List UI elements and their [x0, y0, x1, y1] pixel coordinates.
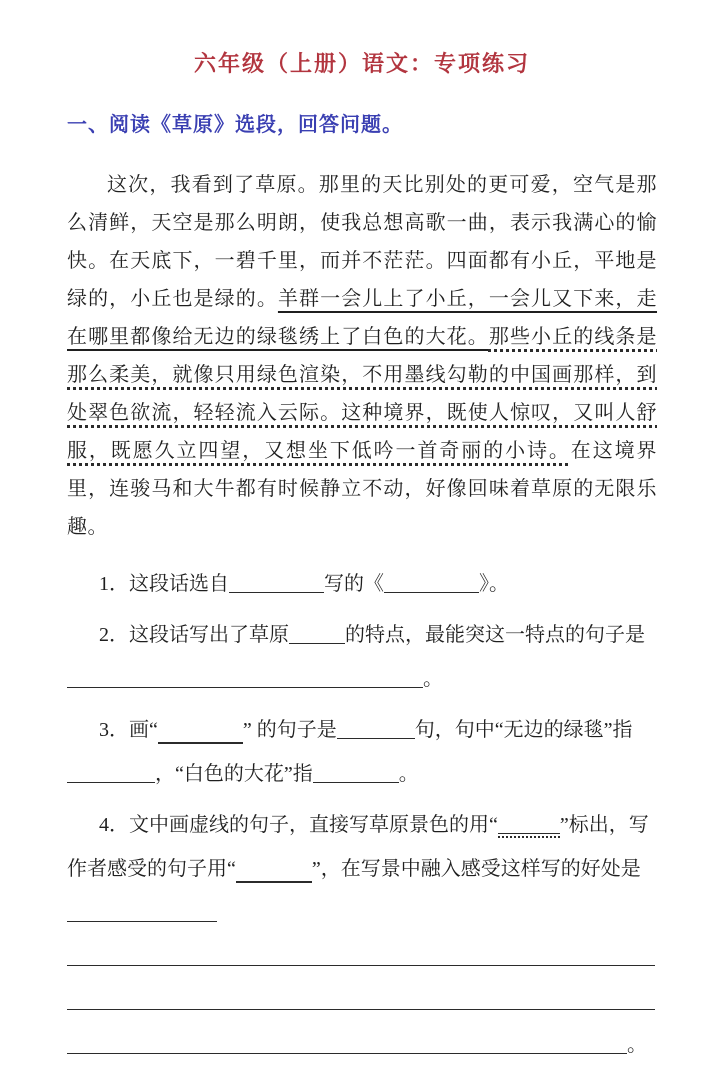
- passage-segment-normal: 在这境界里，连骏马和大牛都有时候静立不动，好像回味着草原的无限乐趣。: [67, 440, 658, 538]
- question-text: 画“: [129, 719, 158, 741]
- question-text: ”，在写景中融入感受这样写的好处是: [311, 858, 641, 880]
- question-number: 1．: [99, 573, 129, 595]
- passage-segment-normal: 这次，我看到了草原。那里的天比别处的更可爱，空气是那么清鲜，天空是那么明朗，使我总想高歌一曲，表示我满心的愉快。在天底下，一碧千里，而并不茫茫。四面都有小丘，平地是绿的，小丘也是绿的。: [67, 174, 657, 310]
- question-text: 句，句中“无边的绿毯”指: [414, 719, 633, 741]
- answer-blank-underscore: [67, 945, 655, 966]
- passage-segment-dotted-underline: 那些小丘的线条是那么柔美，就像只用绿色渲染，不用墨线勾勒的中国画那样，到处翠色欲流，轻轻流入云际。这种境界，既使人惊叹，又叫人舒服，既愿久立四望，又想坐下低吟一首奇丽的小诗。: [67, 326, 658, 462]
- page-title: 六年级（上册）语文：专项练习: [193, 51, 530, 76]
- answer-blank-dashed-line: [498, 813, 560, 834]
- answer-blank-solid-line: [236, 861, 312, 883]
- question-1: [67, 562, 657, 606]
- answer-blank-underscore: [337, 718, 415, 739]
- answer-blank-underscore: [67, 667, 423, 688]
- answer-blank-underscore: [229, 572, 324, 593]
- question-text: ”标出，写作者感受的句子用“: [67, 814, 649, 880]
- question-text: 》。: [479, 573, 509, 595]
- question-4: [67, 803, 657, 1067]
- question-text: 。: [423, 668, 443, 690]
- question-text: 这段话写出了草原: [129, 624, 289, 646]
- question-text: 写的《: [324, 573, 384, 595]
- answer-blank-underscore: [67, 762, 155, 783]
- passage-segment-solid-underline: 羊群一会儿上了小丘，一会儿又下来，走在哪里都像给无边的绿毯绣上了白色的大花。: [67, 288, 658, 348]
- answer-blank-underscore: [313, 762, 399, 783]
- section-heading: 一、阅读《草原》选段，回答问题。: [67, 114, 403, 136]
- question-text: 。: [627, 1034, 647, 1056]
- question-3: [67, 708, 657, 796]
- question-number: 2．: [99, 624, 129, 646]
- question-number: 3．: [99, 719, 129, 741]
- question-text: 。: [398, 763, 419, 785]
- question-text: 的特点，最能突这一特点的句子是: [345, 624, 645, 646]
- answer-blank-underscore: [289, 623, 345, 644]
- question-number: 4．: [99, 814, 129, 836]
- question-text: ” 的句子是: [242, 719, 337, 741]
- question-text: ，“白色的大花”指: [155, 763, 313, 785]
- answer-blank-underscore: [67, 1033, 627, 1054]
- question-list: [67, 562, 657, 1067]
- question-2: [67, 613, 657, 701]
- question-text: 这段话选自: [129, 573, 229, 595]
- answer-blank-underscore: [67, 901, 217, 922]
- question-text: 文中画虚线的句子，直接写草原景色的用“: [129, 814, 498, 836]
- reading-passage: [67, 166, 657, 546]
- answer-blank-solid-line: [158, 722, 243, 744]
- answer-blank-underscore: [67, 989, 655, 1010]
- answer-blank-underscore: [384, 572, 479, 593]
